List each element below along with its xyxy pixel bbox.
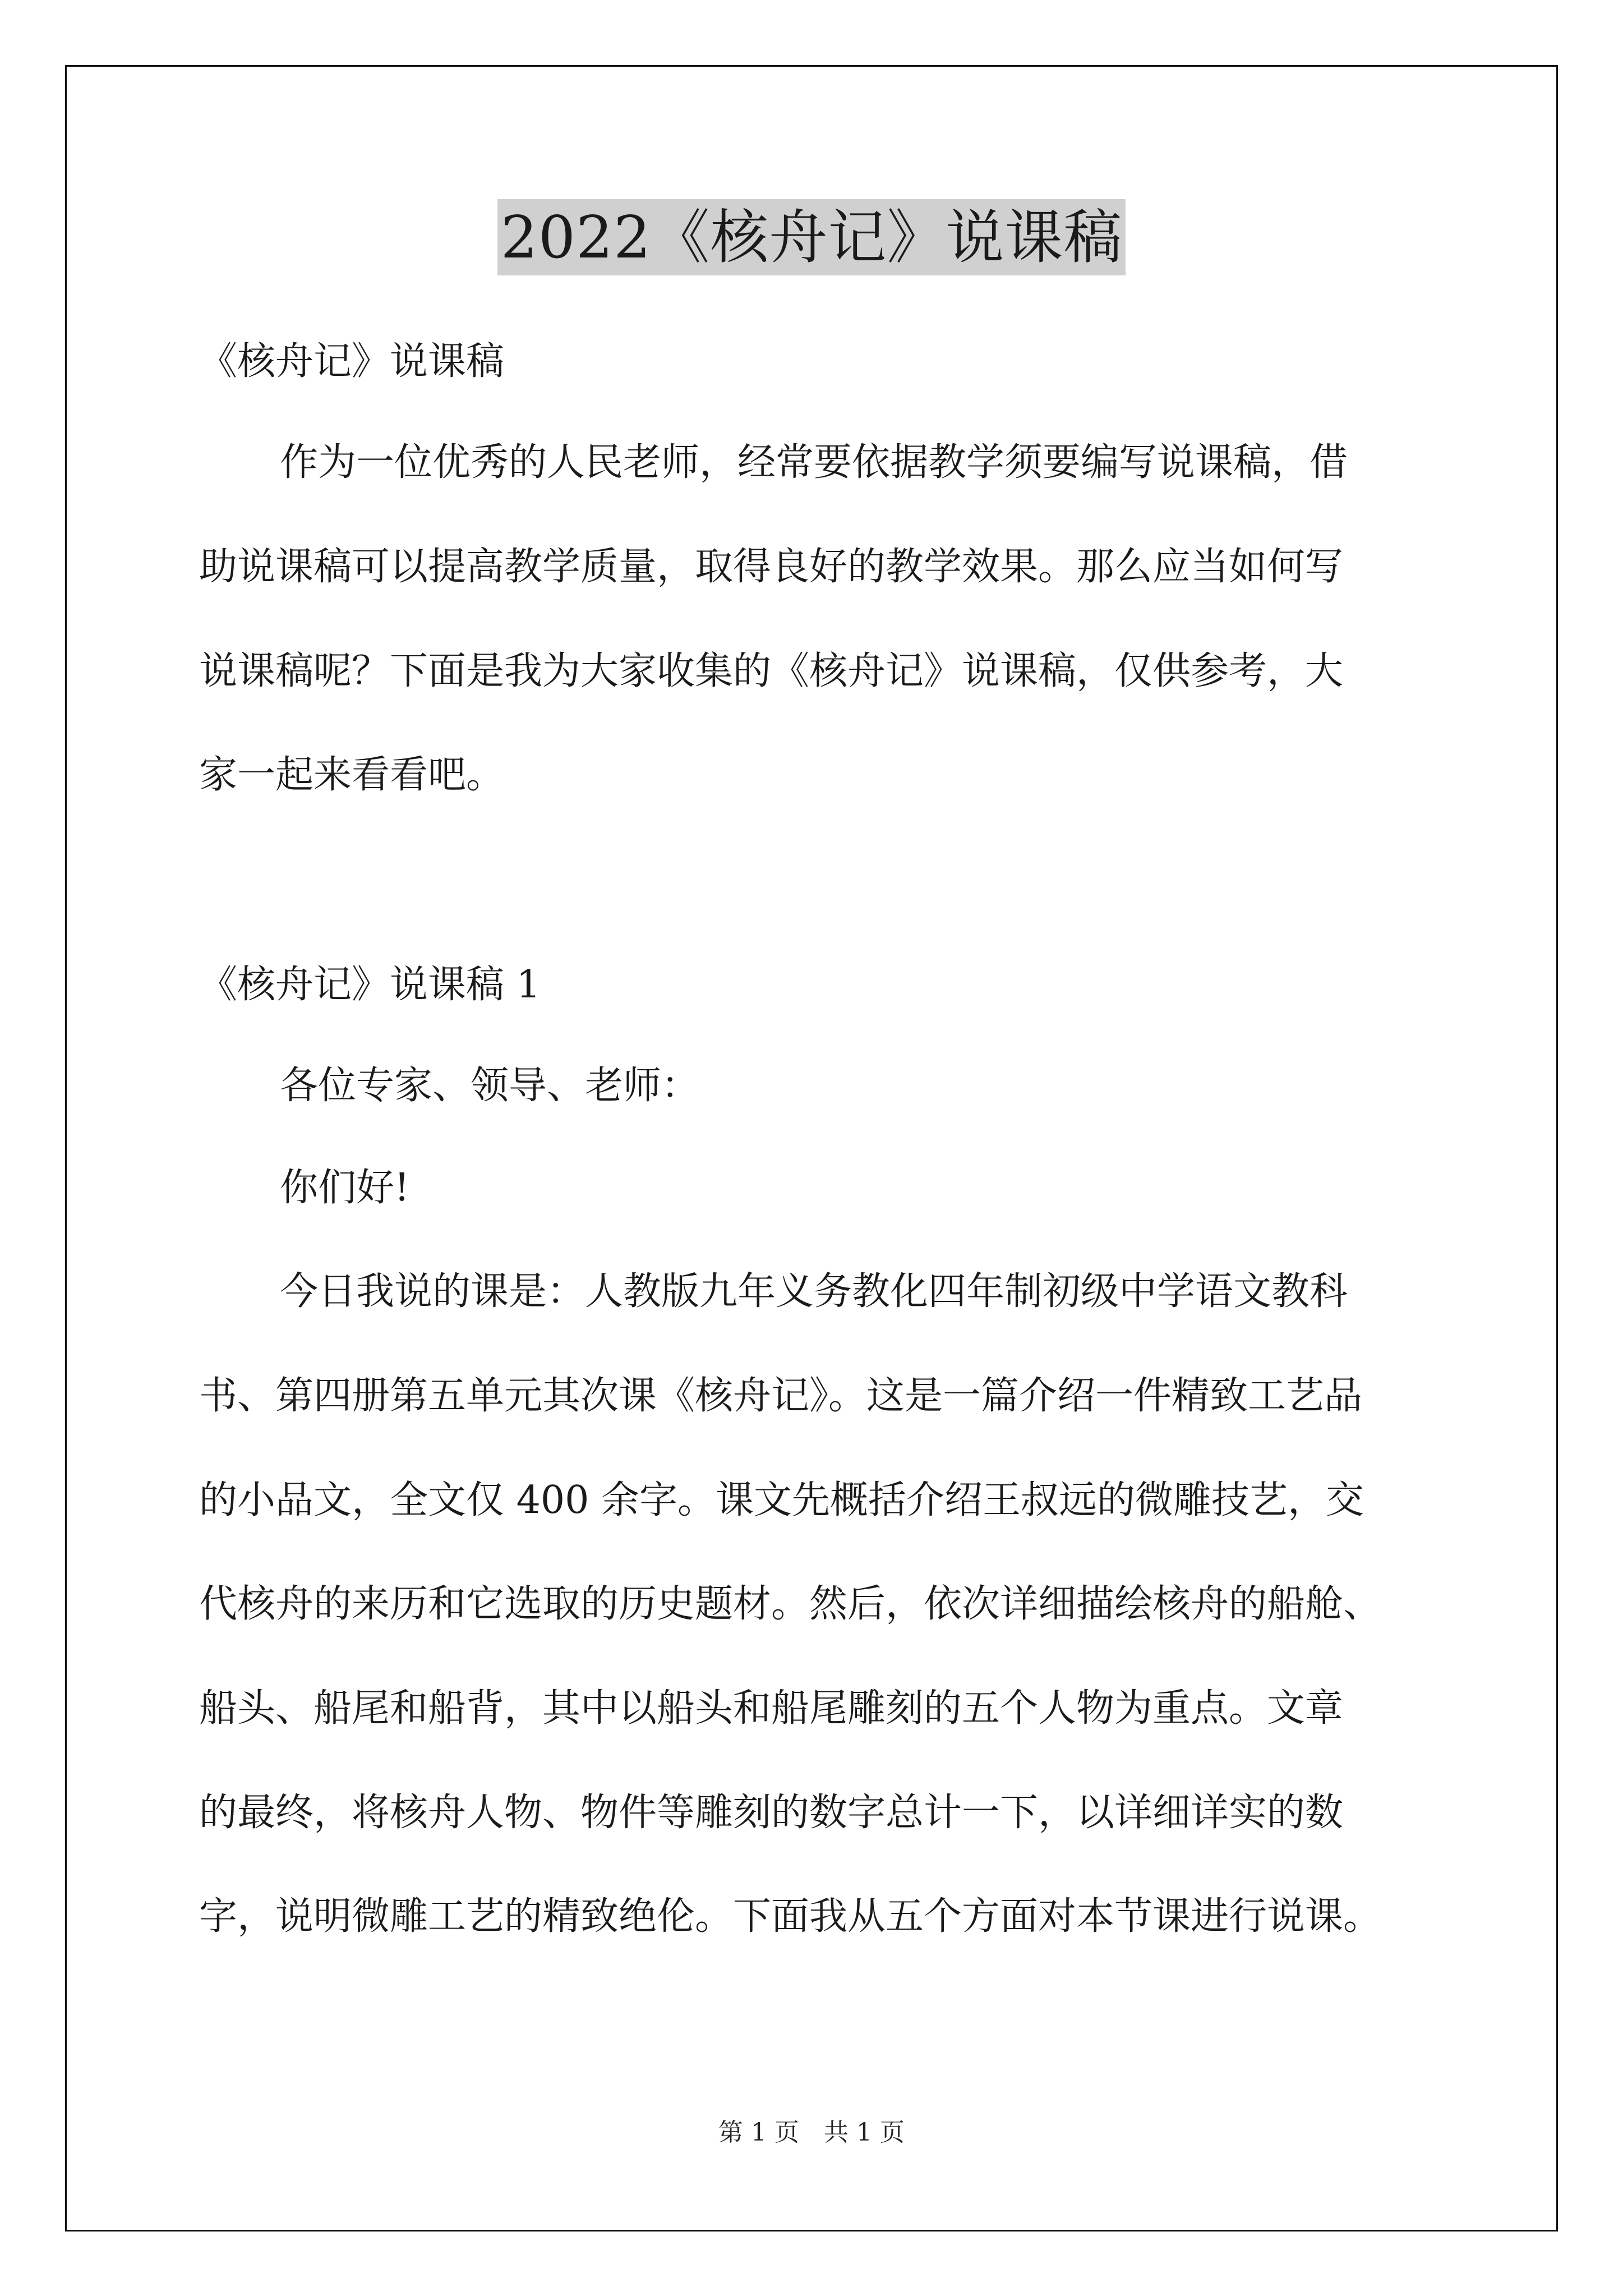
body-line-7: 字，说明微雕工艺的精致绝伦。下面我从五个方面对本节课进行说课。 [199,1894,1382,1939]
body-line-2: 书、第四册第五单元其次课《核舟记》。这是一篇介绍一件精致工艺品 [199,1374,1363,1418]
hello-line: 你们好! [280,1166,410,1210]
intro-line-1: 作为一位优秀的人民老师，经常要依据教学须要编写说课稿，借 [280,440,1348,485]
subtitle-line: 《核舟记》说课稿 [199,339,505,384]
page-footer: 第 1 页 共 1 页 [718,2118,905,2147]
greeting-line: 各位专家、领导、老师： [280,1064,700,1108]
intro-line-3: 说课稿呢？下面是我为大家收集的《核舟记》说课稿，仅供参考，大 [199,649,1344,693]
body-line-6: 的最终，将核舟人物、物件等雕刻的数字总计一下，以详细详实的数 [199,1791,1344,1835]
body-line-1: 今日我说的课是：人教版九年义务教化四年制初级中学语文教科 [280,1269,1348,1314]
section-heading: 《核舟记》说课稿 1 [199,963,541,1007]
title-wrap [0,199,1623,275]
body-line-4: 代核舟的来历和它选取的历史题材。然后，依次详细描绘核舟的船舱、 [199,1582,1382,1626]
body-line-5: 船头、船尾和船背，其中以船头和船尾雕刻的五个人物为重点。文章 [199,1686,1344,1731]
body-line-3: 的小品文，全文仅 400 余字。课文先概括介绍王叔远的微雕技艺，交 [199,1478,1364,1522]
intro-line-4: 家一起来看看吧。 [199,753,505,797]
intro-line-2: 助说课稿可以提高教学质量，取得良好的教学效果。那么应当如何写 [199,545,1344,589]
document-title: 2022《核舟记》说课稿 [497,199,1126,275]
